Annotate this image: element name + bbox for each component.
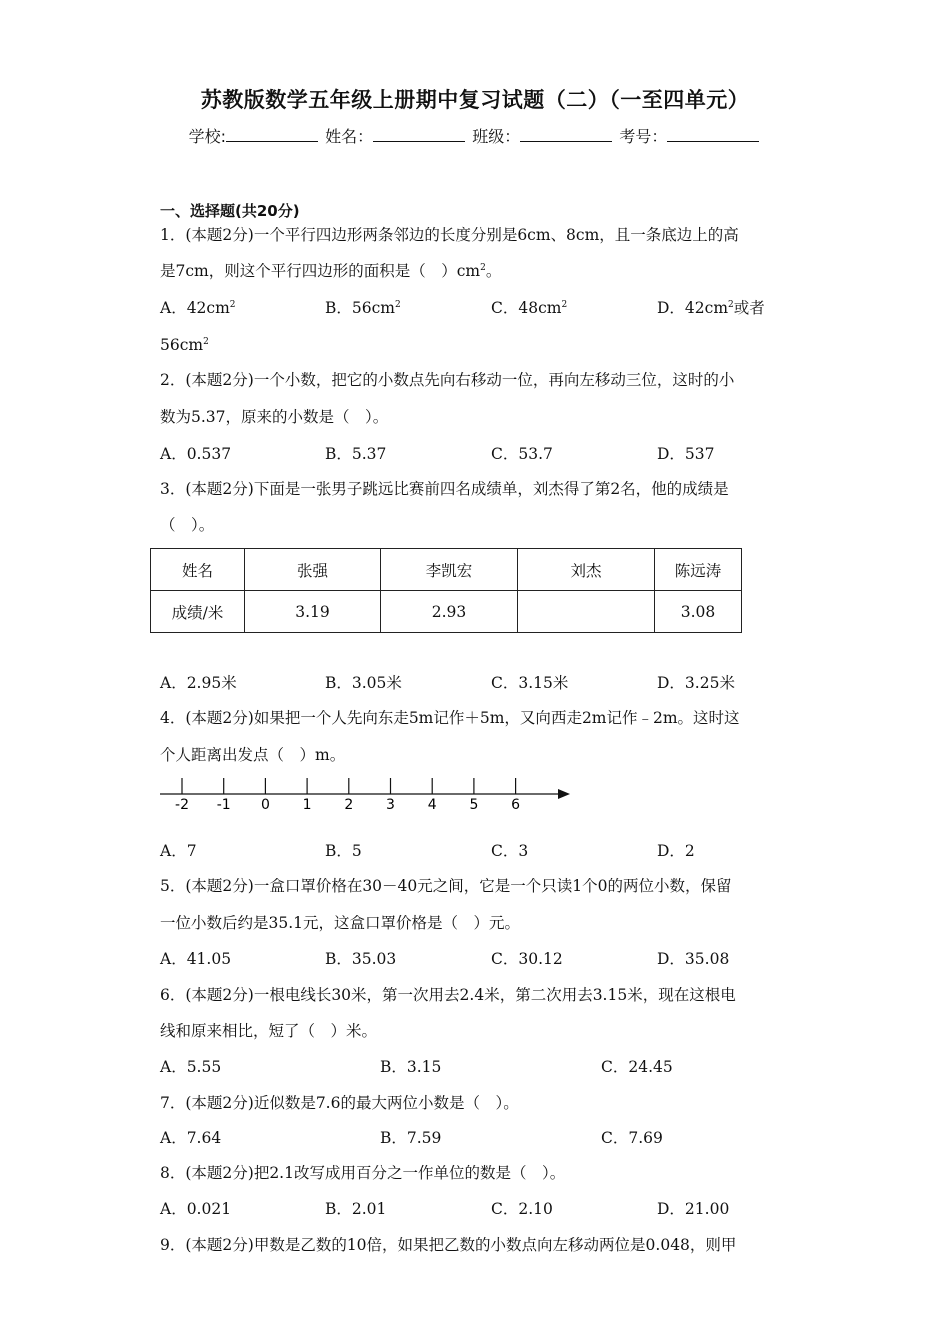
q2-option-a[interactable]: A．0.537	[160, 445, 232, 463]
q2-line2: 数为5.37，原来的小数是（ ）。	[160, 408, 389, 426]
q6-option-a[interactable]: A．5.55	[160, 1058, 222, 1076]
table-cell: 2.93	[381, 591, 518, 633]
table-cell: 3.19	[245, 591, 381, 633]
table-cell: 3.08	[655, 591, 742, 633]
q4-line2: 个人距离出发点（ ）m。	[160, 746, 346, 764]
exam-no-label: 考号：	[619, 127, 668, 146]
q1-option-d[interactable]: D．$42cm^2$或者	[657, 299, 765, 317]
q5-option-b[interactable]: B．35.03	[325, 950, 397, 968]
q7-option-b[interactable]: B．7.59	[380, 1129, 442, 1147]
q5-option-d[interactable]: D．35.08	[657, 950, 730, 968]
q7-option-c[interactable]: C．7.69	[601, 1129, 663, 1147]
table-cell: 张强	[245, 549, 381, 591]
q5-option-a[interactable]: A．41.05	[160, 950, 232, 968]
q6-option-b[interactable]: B．3.15	[380, 1058, 442, 1076]
q3-option-c[interactable]: C．3.15米	[491, 674, 569, 692]
q3-line1: 3．(本题2分)下面是一张男子跳远比赛前四名成绩单，刘杰得了第2名，他的成绩是	[160, 480, 729, 498]
q1-line1: 1．(本题2分)一个平行四边形两条邻边的长度分别是6cm、8cm，且一条底边上的高	[160, 226, 739, 244]
score-table	[150, 548, 742, 633]
number-line-label: 1	[302, 797, 312, 812]
q1-option-a[interactable]: A．$42cm^2$	[160, 299, 236, 317]
q2-option-d[interactable]: D．537	[657, 445, 715, 463]
exam-no-blank[interactable]	[667, 127, 759, 142]
class-label: 班级：	[472, 127, 521, 146]
q5-line2: 一位小数后约是35.1元，这盒口罩价格是（ ）元。	[160, 914, 521, 932]
table-cell[interactable]	[518, 591, 655, 633]
q2-line1: 2．(本题2分)一个小数，把它的小数点先向右移动一位，再向左移动三位，这时的小	[160, 371, 735, 389]
q4-option-d[interactable]: D．2	[657, 842, 695, 860]
q6-line2: 线和原来相比，短了（ ）米。	[160, 1022, 378, 1040]
page-title: 苏教版数学五年级上册期中复习试题（二）（一至四单元）	[200, 88, 750, 112]
number-line-label: 3	[386, 797, 395, 812]
table-row	[151, 591, 742, 633]
q7-option-a[interactable]: A．7.64	[160, 1129, 222, 1147]
name-label: 姓名：	[325, 127, 374, 146]
school-blank[interactable]	[226, 127, 318, 142]
number-line-label: 5	[469, 797, 479, 812]
number-line-label: -1	[216, 797, 231, 812]
arrow-right-icon	[558, 789, 570, 799]
q5-line1: 5．(本题2分)一盒口罩价格在30－40元之间，它是一个只读1个0的两位小数，保留	[160, 877, 732, 895]
q2-option-b[interactable]: B．5.37	[325, 445, 387, 463]
q6-line1: 6．(本题2分)一根电线长30米，第一次用去2.4米，第二次用去3.15米，现在这根电	[160, 986, 736, 1004]
q8-option-c[interactable]: C．2.10	[491, 1200, 553, 1218]
q3-option-d[interactable]: D．3.25米	[657, 674, 735, 692]
number-line	[158, 772, 578, 812]
q8-option-b[interactable]: B．2.01	[325, 1200, 387, 1218]
q3-line2: （ ）。	[160, 516, 215, 534]
table-cell: 陈远涛	[655, 549, 742, 591]
q4-option-b[interactable]: B．5	[325, 842, 362, 860]
table-cell: 李凯宏	[381, 549, 518, 591]
q3-option-a[interactable]: A．2.95米	[160, 674, 237, 692]
q2-option-c[interactable]: C．53.7	[491, 445, 553, 463]
q9-line1: 9．(本题2分)甲数是乙数的10倍，如果把乙数的小数点向左移动两位是0.048，则甲	[160, 1236, 737, 1254]
number-line-label: -2	[175, 797, 189, 812]
number-line-label: 0	[260, 797, 270, 812]
number-line-label: 6	[511, 797, 521, 812]
school-label: 学校:	[188, 127, 227, 146]
q1-option-b[interactable]: B．$56cm^2$	[325, 299, 401, 317]
number-line-label: 4	[427, 797, 437, 812]
name-blank[interactable]	[373, 127, 465, 142]
q8-option-d[interactable]: D．21.00	[657, 1200, 730, 1218]
q4-option-c[interactable]: C．3	[491, 842, 529, 860]
q1-option-d-cont: $56cm^2$	[160, 336, 209, 354]
student-info-line	[0, 124, 950, 147]
q4-line1: 4．(本题2分)如果把一个人先向东走5m记作＋5m，又向西走2m记作﹣2m。这时这	[160, 709, 740, 727]
q4-option-a[interactable]: A．7	[160, 842, 197, 860]
table-row	[151, 549, 742, 591]
q7-line1: 7．(本题2分)近似数是7.6的最大两位小数是（ ）。	[160, 1094, 519, 1112]
q5-option-c[interactable]: C．30.12	[491, 950, 563, 968]
q1-option-c[interactable]: C．$48cm^2$	[491, 299, 568, 317]
q8-option-a[interactable]: A．0.021	[160, 1200, 232, 1218]
section-heading: 一、选择题(共20分)	[160, 202, 300, 220]
number-line-label: 2	[344, 797, 354, 812]
table-cell: 刘杰	[518, 549, 655, 591]
table-cell: 姓名	[151, 549, 245, 591]
q1-line2: 是7cm，则这个平行四边形的面积是（ ）$cm^2$。	[160, 262, 502, 280]
q8-line1: 8．(本题2分)把2.1改写成用百分之一作单位的数是（ ）。	[160, 1164, 566, 1182]
table-cell: 成绩/米	[151, 591, 245, 633]
q6-option-c[interactable]: C．24.45	[601, 1058, 673, 1076]
q3-option-b[interactable]: B．3.05米	[325, 674, 402, 692]
class-blank[interactable]	[520, 127, 612, 142]
